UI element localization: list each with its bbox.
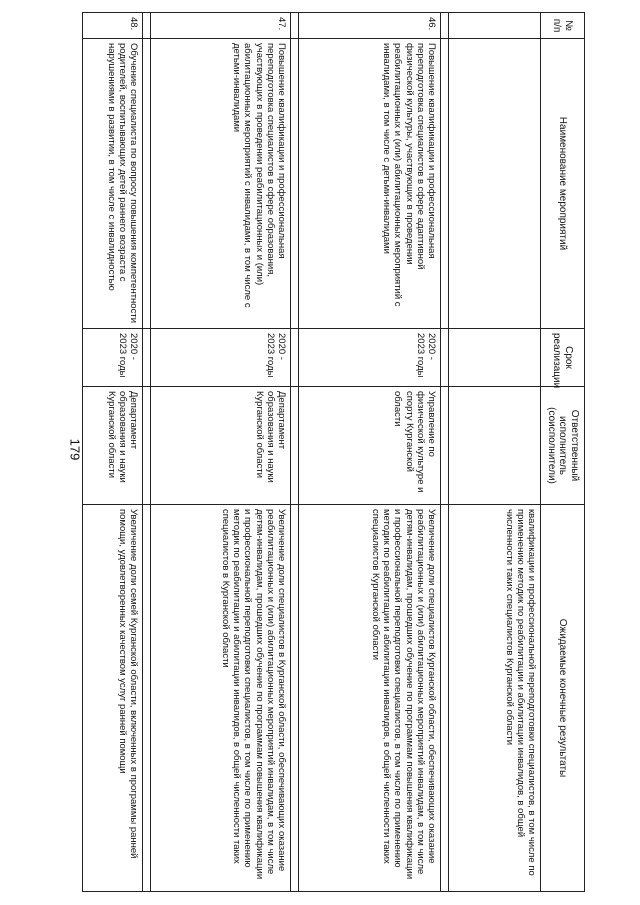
header-num: № п/п xyxy=(541,13,585,39)
cell-executor xyxy=(449,387,541,505)
cell-name: Повышение квалификации и профессиональная переподготовка специалистов в сфере образования, участвующих в проведении реабилитационных и (или) абилитационных мероприятий с инвалидами, в том числе с детьми-инвалидами xyxy=(151,39,291,329)
cell-period: 2020 - 2023 годы xyxy=(299,329,441,387)
cell-result: Увеличение доли семей Курганской области, включенных в программы ранней помощи, удовлетворенных качеством услуг ранней помощи xyxy=(83,505,143,892)
cell-name xyxy=(449,39,541,329)
measures-table-wrapper xyxy=(105,12,585,892)
header-executor: Ответственный исполнитель (соисполнители) xyxy=(541,387,585,505)
table-header-row xyxy=(541,13,585,892)
table-row xyxy=(449,13,541,892)
cell-period: 2020 - 2023 годы xyxy=(83,329,143,387)
cell-num: 47. xyxy=(151,13,291,39)
table-row xyxy=(299,13,441,892)
cell-name: Повышение квалификации и профессиональная переподготовка специалистов в сфере адаптивной физической культуры, участвующих в проведении реабилитационных и (или) абилитационных мероприятий с инвалидами, в том числе с детьми-инвалидами xyxy=(299,39,441,329)
header-result: Ожидаемые конечные результаты xyxy=(541,505,585,892)
cell-result: Увеличение доли специалистов Курганской области, обеспечивающих оказание реабилитационных и (или) абилитационных мероприятий инвалидам, в том числе детям-инвалидам, прошедших обучение по программам повышения квалификации и профессиональной переподготовки специалистов, в том числе по применению методик по реабилитации и абилитации инвалидов, в общей численности таких специалистов Курганской области xyxy=(299,505,441,892)
cell-num: 48. xyxy=(83,13,143,39)
table-row xyxy=(83,13,143,892)
cell-result: Увеличение доли специалистов в Курганской области, обеспечивающих оказание реабилитационных и (или) абилитационных мероприятий инвалидам, в том числе детям-инвалидам, прошедших обучение по программам повышения квалификации и профессиональной переподготовки специалистов, в том числе по применению методик по реабилитации и абилитации инвалидов, в общей численности таких специалистов в Курганской области xyxy=(151,505,291,892)
page-number: 179 xyxy=(67,438,83,461)
cell-name: Обучение специалиста по вопросу повышения компетентности родителей, воспитывающих детей раннего возраста с нарушениями в развитии, в том числе с инвалидностью xyxy=(83,39,143,329)
table-separator xyxy=(441,13,449,892)
header-name: Наименование мероприятий xyxy=(541,39,585,329)
cell-period: 2020 - 2023 годы xyxy=(151,329,291,387)
cell-num xyxy=(449,13,541,39)
cell-executor: Управление по физической культуре и спорту Курганской области xyxy=(299,387,441,505)
cell-executor: Департамент образования и науки Курганской области xyxy=(151,387,291,505)
cell-executor: Департамент образования и науки Курганской области xyxy=(83,387,143,505)
table-row xyxy=(151,13,291,892)
table-separator xyxy=(291,13,299,892)
cell-num: 46. xyxy=(299,13,441,39)
header-period: Срок реализации xyxy=(541,329,585,387)
table-separator xyxy=(143,13,151,892)
measures-table xyxy=(82,12,585,892)
cell-period xyxy=(449,329,541,387)
cell-result: квалификации и профессиональной переподготовки специалистов, в том числе по применению методик по реабилитации и абилитации инвалидов, в общей численности таких специалистов Курганской области xyxy=(449,505,541,892)
